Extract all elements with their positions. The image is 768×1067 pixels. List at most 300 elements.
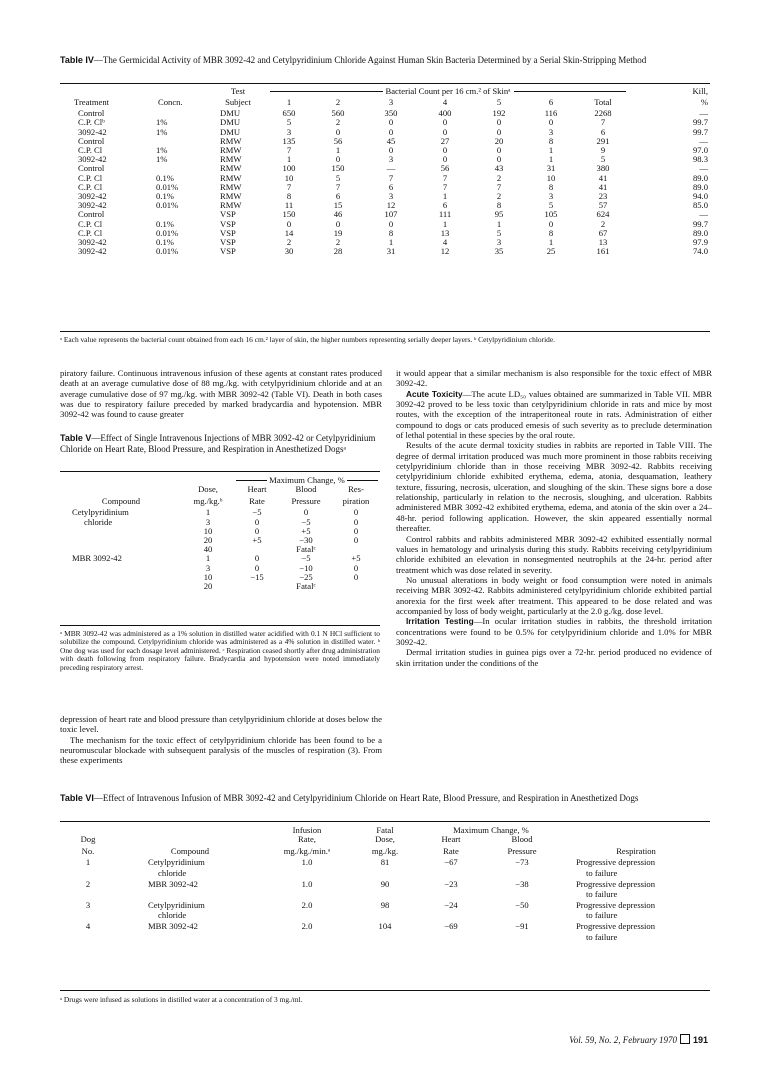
table5-cell: −15 [250, 571, 264, 582]
table4-cell: DMU [220, 108, 241, 119]
table6-cell: Progressive depression [576, 921, 656, 932]
table6-header-dose-unit: mg./kg. [371, 845, 399, 856]
table6-cell: 81 [380, 857, 390, 868]
section-head-irritation: Irritation Testing [406, 616, 474, 627]
table6 [60, 826, 710, 943]
body-paragraph: No unusual alterations in body weight or food consumption were noted in animals receiving MBR 3092-42. Rabbits administered cetylpyridinium chloride exhibited partial anorexia for the first week after treatment. This appeared to be dose related and was accompanied by loss of body weight, particularly at the 2.0 g./kg. dose level. [396, 574, 712, 616]
table6-cell: −24 [444, 899, 458, 910]
table4-cell: 74.0 [692, 246, 708, 257]
table4-cell: 0.1% [156, 237, 174, 248]
table4-cell: 3 [286, 126, 292, 137]
table5-cell: +5 [301, 525, 311, 536]
table4-cell: Control [78, 135, 105, 146]
table4-cell: 56 [440, 163, 450, 174]
table4-cell: 9 [600, 145, 606, 156]
journal-citation: Vol. 59, No. 2, February 1970 [569, 1035, 677, 1045]
table6-cell: Progressive depression [576, 878, 656, 889]
table4-cell: 291 [596, 135, 610, 146]
table5-header-row3 [60, 494, 380, 508]
table6-cell [482, 931, 562, 943]
table4-cell: 1 [442, 191, 448, 202]
right-column [396, 368, 712, 668]
table4-cell: RMW [220, 172, 242, 183]
table6-cell [350, 868, 420, 880]
table4-cell: 2 [335, 117, 341, 128]
table5-cell [60, 582, 182, 591]
table5-cell: −25 [299, 571, 313, 582]
table5-cell: 40 [203, 544, 213, 555]
table5-header-row2 [60, 485, 380, 494]
table4-cell: 105 [544, 209, 558, 220]
table5-cell: 20 [203, 581, 213, 592]
table4-cell: 5 [335, 172, 341, 183]
table4-cell: 7 [496, 181, 502, 192]
table4-cell: 8 [496, 200, 502, 211]
table4-cell: 99.7 [692, 126, 708, 137]
table5-label: Table V [60, 433, 92, 443]
table4-cell: 0.01% [156, 200, 179, 211]
table5-cell: +5 [252, 535, 262, 546]
table5-header-row1 [60, 476, 380, 485]
table5-cell: 1 [205, 507, 211, 518]
table5-header-heart: Heart [247, 484, 267, 495]
table4-cell: 15 [333, 200, 343, 211]
body-paragraph: The mechanism for the toxic effect of cetylpyridinium chloride has been found to be a neuromuscular blockade with subsequent paralysis of the muscles of respiration (3). From these experiments [60, 734, 382, 766]
table5-header-rate: Rate [249, 495, 265, 506]
table6-cell: −38 [515, 878, 529, 889]
body-paragraph-acute-toxicity: Acute Toxicity—The acute LD₅₀ values obtained are summarized in Table VII. MBR 3092-42 proved to be less toxic than cetylpyridinium chloride in rats and mice by most routes, with the exception of the intraperitoneal route in rats. Administration of either compound to dogs or cats produced emesis of such severity as to preclude determination of lethal potential in these species by the oral route. [396, 388, 713, 441]
table4-cell: RMW [220, 200, 242, 211]
table4-cell: 31 [386, 246, 396, 257]
table5-cell: chloride [84, 516, 113, 527]
table5-cell: 3 [205, 562, 211, 573]
table4-cell: 2 [496, 172, 502, 183]
table4-cell: 99.7 [692, 117, 708, 128]
table6-cell [116, 931, 264, 943]
table6-row [60, 868, 710, 880]
body-paragraph-irritation: Irritation Testing—In ocular irritation studies in rabbits, the threshold irritation concentrations were found to be 0.5% for cetylpyridinium chloride and 1.0% for MBR 3092-42. [396, 616, 713, 647]
table4-cell: 624 [596, 209, 610, 220]
table5-row [60, 536, 380, 545]
table4-cell: VSP [220, 209, 236, 220]
table6-header-span: Maximum Change, % [453, 825, 529, 835]
table4-cell: 1% [156, 154, 168, 165]
table4-cell: 3092-42 [78, 200, 107, 211]
table4-cell: 0 [286, 218, 292, 229]
table4-row [60, 247, 710, 256]
table4-cell: C.P. Cl [78, 172, 103, 183]
table5-bottom-rule [60, 625, 380, 626]
table5-cell: −5 [301, 516, 311, 527]
table6-header-row2 [60, 835, 710, 844]
running-footer [569, 1034, 708, 1045]
table5-header-piration: piration [342, 495, 370, 506]
table4-cell: 25 [546, 246, 556, 257]
table4-cell: RMW [220, 191, 242, 202]
table5-cell: 10 [203, 571, 213, 582]
table6-header-no: No. [81, 845, 95, 856]
table4-cell: 43 [494, 163, 504, 174]
table4-cell: — [699, 135, 708, 146]
table4-header-subject: Subject [225, 97, 251, 108]
table4-cell: C.P. Cl [78, 218, 103, 229]
table4-cell: C.P. Cl [78, 227, 103, 238]
table4-cell: 107 [384, 209, 398, 220]
table4-cell: 0 [388, 126, 394, 137]
table5-top-rule [60, 471, 380, 472]
table4-cell: 89.0 [692, 181, 708, 192]
table5-row [60, 527, 380, 536]
table4-cell: Control [78, 163, 105, 174]
table6-cell [420, 889, 482, 901]
table4-cell: 7 [442, 172, 448, 183]
table6-header-row3 [60, 844, 710, 858]
table4-cell: 0.01% [156, 227, 179, 238]
table6-cell: 90 [380, 878, 390, 889]
table4-cell: 560 [331, 108, 345, 119]
table4-cell: 85.0 [692, 200, 708, 211]
table4-header-col5: 5 [496, 97, 502, 108]
table6-cell: MBR 3092-42 [148, 878, 198, 889]
table6-cell: −50 [515, 899, 529, 910]
table4-cell: 2 [496, 191, 502, 202]
table6-header-fatal: Fatal [376, 825, 394, 835]
table4-cell: 6 [442, 200, 448, 211]
table4-cell: 192 [492, 108, 506, 119]
table4-cell: 0 [496, 154, 502, 165]
body-paragraph: Results of the acute dermal toxicity studies in rabbits are reported in Table VIII. The degree of dermal irritation produced was much more prominent in those rabbits receiving cetylpyridinium chloride than in those receiving MBR 3092-42. Rabbits receiving cetylpyridinium chloride exhibited erythema, edema, atonia, desquamation, leathery texture, fissuring, necrosis, ulceration, and sloughing of the skin. These signs bore a dose relationship, particularly in relation to the necrosis, sloughing, and ulceration. Rabbits administered MBR 3092-42 exhibited erythema, edema, and atonia of the skin over a 24–48-hr. period following application. However, the skin appeared essentially normal thereafter. [396, 440, 712, 534]
table5-cell: 0 [303, 507, 309, 518]
table4-cell: RMW [220, 181, 242, 192]
table4-header-kill-unit: % [700, 97, 708, 108]
table6-cell: to failure [586, 889, 618, 900]
table4-label: Table IV [60, 55, 94, 65]
table4-cell: DMU [220, 126, 241, 137]
table6-cell: −91 [515, 921, 529, 932]
table4-cell: DMU [220, 117, 241, 128]
table4-cell: 13 [598, 237, 608, 248]
table4-cell: 11 [284, 200, 294, 211]
table6-header-dog: Dog [80, 834, 96, 845]
table4-cell: RMW [220, 154, 242, 165]
table4-cell: 350 [384, 108, 398, 119]
table4-cell: RMW [220, 135, 242, 146]
table5-cell: −5 [301, 553, 311, 564]
table5-cell: Fatalᶜ [296, 544, 316, 555]
table6-cell [420, 868, 482, 880]
table6-cell [420, 931, 482, 943]
table4 [60, 87, 710, 256]
table4-cell: 94.0 [692, 191, 708, 202]
table4-cell: RMW [220, 163, 242, 174]
table6-cell [60, 889, 116, 901]
table4-cell: 14 [284, 227, 294, 238]
table4-cell: 4 [442, 237, 448, 248]
table6-cell: Progressive depression [576, 899, 656, 910]
table4-cell: 8 [548, 135, 554, 146]
table5-cell: 0 [353, 525, 359, 536]
table4-cell: Control [78, 108, 105, 119]
table4-cell: 99.7 [692, 218, 708, 229]
table5-header-resp: Res- [348, 484, 364, 495]
table4-cell: 650 [282, 108, 296, 119]
table6-cell [482, 868, 562, 880]
table4-cell: 12 [386, 200, 396, 211]
table4-cell: 57 [598, 200, 608, 211]
table6-cell: 2.0 [301, 899, 313, 910]
table5-header-compound: Compound [101, 495, 141, 506]
table5-cell: 1 [205, 553, 211, 564]
table4-cell: 1 [548, 145, 554, 156]
table5-cell: Fatalᶜ [296, 581, 316, 592]
table4-header-treatment: Treatment [74, 97, 110, 108]
table4-cell: 7 [388, 172, 394, 183]
table6-cell: Cetylpyridinium [148, 857, 205, 868]
table4-caption [60, 55, 720, 66]
table5-cell: 0 [353, 516, 359, 527]
table4-header-col4: 4 [442, 97, 448, 108]
table5-cell: 0 [254, 516, 260, 527]
table4-cell: 2 [600, 218, 606, 229]
table4-cell: 1 [548, 237, 554, 248]
table4-cell: 3092-42 [78, 246, 107, 257]
table4-cell: 6 [388, 181, 394, 192]
table5-cell: 0 [353, 571, 359, 582]
table6-cell [350, 931, 420, 943]
table4-cell: — [386, 163, 396, 174]
table4-cell: 7 [442, 181, 448, 192]
table5-row [60, 564, 380, 573]
table4-footnote: ᵃ Each value represents the bacterial count obtained from each 16 cm.² layer of skin, the higher numbers representing serially deeper layers. ᵇ Cetylpyridinium chloride. [60, 335, 555, 344]
body-paragraph: Control rabbits and rabbits administered MBR 3092-42 exhibited essentially normal values in hematology and urinalysis during this study. Rabbits receiving cetylpyridinium chloride exhibited an elevation in nonsegmented neutrophils at the 24-hr. period after treatment which was dose related in severity. [396, 533, 712, 575]
table5-header-dose-unit: mg./kg.ᵇ [193, 495, 223, 506]
table5-cell: MBR 3092-42 [72, 553, 122, 564]
table4-cell: 0 [548, 117, 554, 128]
table4-header-row1 [60, 87, 710, 96]
table5-cell [234, 582, 280, 591]
table4-cell: 6 [600, 126, 606, 137]
table4-cell: 161 [596, 246, 610, 257]
table6-caption-text: —Effect of Intravenous Infusion of MBR 3092-42 and Cetylpyridinium Chloride on Heart Rate, Blood Pressure, and Respiration in Anesthetized Dogs [93, 793, 639, 803]
table6-cell: to failure [586, 931, 618, 942]
table4-cell: 0.01% [156, 246, 179, 257]
table4-bottom-rule [60, 331, 710, 332]
table4-cell: 0 [442, 154, 448, 165]
table4-cell: 67 [598, 227, 608, 238]
table4-cell: — [699, 108, 708, 119]
table4-cell: 150 [331, 163, 345, 174]
table5-cell: +5 [351, 553, 361, 564]
table5-row [60, 554, 380, 563]
table4-cell: 89.0 [692, 172, 708, 183]
table6-row [60, 901, 710, 910]
table4-body [60, 109, 710, 256]
table6-header-heart: Heart [441, 834, 461, 845]
table4-cell: 0.1% [156, 191, 174, 202]
table4-row [60, 128, 710, 137]
table4-cell: 41 [598, 181, 608, 192]
table4-cell: 3 [496, 237, 502, 248]
table6-cell: Progressive depression [576, 857, 656, 868]
table5-header-pressure: Pressure [291, 495, 321, 506]
table5-cell: Cetylpyridinium [72, 507, 129, 518]
table5-header-blood: Blood [295, 484, 317, 495]
table6-header-rate: Rate, [298, 834, 316, 845]
table5 [60, 476, 380, 591]
table6-cell: 98 [380, 899, 390, 910]
table4-cell: 7 [335, 181, 341, 192]
table6-header-compound: Compound [170, 845, 210, 856]
table6-cell: 3 [85, 899, 91, 910]
table4-cell: 0 [548, 218, 554, 229]
table6-cell: 1.0 [301, 857, 313, 868]
table4-cell: 0 [442, 117, 448, 128]
table6-cell: 2 [85, 878, 91, 889]
table4-cell: VSP [220, 237, 236, 248]
table4-cell: 0 [388, 218, 394, 229]
table4-cell: 2 [335, 237, 341, 248]
table4-cell: 46 [333, 209, 343, 220]
table4-cell: 0 [496, 117, 502, 128]
table5-header-dose: Dose, [198, 484, 218, 495]
table4-cell: 3 [548, 191, 554, 202]
table4-cell: 5 [286, 117, 292, 128]
table4-cell: 3 [388, 154, 394, 165]
table4-cell: 5 [600, 154, 606, 165]
table5-cell: 0 [254, 553, 260, 564]
table4-cell: 1% [156, 117, 168, 128]
table4-cell: 8 [388, 227, 394, 238]
table4-cell: 0 [388, 117, 394, 128]
table4-cell: 3 [548, 126, 554, 137]
left-column-bottom [60, 714, 382, 766]
table4-cell: 8 [548, 181, 554, 192]
table6-body [60, 858, 710, 943]
table5-caption [60, 433, 378, 454]
table5-cell: −10 [299, 562, 313, 573]
table4-cell: VSP [220, 246, 236, 257]
table6-cell: MBR 3092-42 [148, 921, 198, 932]
table6-bottom-rule [60, 990, 710, 991]
table4-cell: 28 [333, 246, 343, 257]
table4-header-kill: Kill, [692, 86, 708, 96]
table4-header-total: Total [594, 97, 612, 108]
table6-cell [264, 931, 350, 943]
table4-cell: 95 [494, 209, 504, 220]
table5-cell: 3 [205, 516, 211, 527]
table6-header-blood: Blood [511, 834, 533, 845]
table4-cell: C.P. Cl [78, 145, 103, 156]
table4-cell: 3092-42 [78, 154, 107, 165]
table6-cell: 2.0 [301, 921, 313, 932]
left-column-top [60, 368, 382, 420]
table4-cell: — [699, 163, 708, 174]
table5-cell: −30 [299, 535, 313, 546]
table4-cell: 3092-42 [78, 191, 107, 202]
table6-cell: 1.0 [301, 878, 313, 889]
table4-cell: 1 [442, 218, 448, 229]
table5-body [60, 508, 380, 591]
table4-cell: 0 [335, 126, 341, 137]
table4-cell: 45 [386, 135, 396, 146]
table6-cell [116, 889, 264, 901]
table6-row [60, 880, 710, 889]
table4-cell: 30 [284, 246, 294, 257]
table4-top-rule [60, 83, 710, 84]
table4-cell: 150 [282, 209, 296, 220]
table4-cell: 3092-42 [78, 126, 107, 137]
table4-cell: 1 [548, 154, 554, 165]
table6-header-infusion: Infusion [292, 825, 322, 835]
table4-cell: 0 [496, 126, 502, 137]
table6-cell: to failure [586, 868, 618, 878]
table6-cell: 104 [378, 921, 392, 932]
table5-cell [60, 536, 182, 545]
table6-cell [60, 868, 116, 880]
table4-cell: 13 [440, 227, 450, 238]
table4-header-col6: 6 [548, 97, 554, 108]
table4-cell: 0 [388, 145, 394, 156]
table6-cell [350, 889, 420, 901]
table4-cell: 19 [333, 227, 343, 238]
table6-cell: −67 [444, 857, 458, 868]
table4-cell: C.P. Cl [78, 181, 103, 192]
table6-cell: to failure [586, 910, 618, 921]
table4-cell: 31 [546, 163, 556, 174]
table6-cell: 4 [85, 921, 91, 932]
table4-cell: 3092-42 [78, 237, 107, 248]
table4-cell: 116 [544, 108, 558, 119]
table4-cell: 89.0 [692, 227, 708, 238]
table4-header-span: Bacterial Count per 16 cm.² of Skinᵃ [266, 87, 630, 96]
table5-header-span: Maximum Change, % [234, 476, 380, 485]
square-icon [680, 1034, 690, 1044]
table4-cell: VSP [220, 218, 236, 229]
table6-cell: −73 [515, 857, 529, 868]
table4-cell: 0.1% [156, 172, 174, 183]
table4-cell: 0.1% [156, 218, 174, 229]
table5-cell [60, 573, 182, 582]
table4-cell: 1 [388, 237, 394, 248]
table4-cell: 8 [286, 191, 292, 202]
table4-cell: 135 [282, 135, 296, 146]
table6-cell [264, 868, 350, 880]
table4-cell: 2 [286, 237, 292, 248]
table4-cell: 97.9 [692, 237, 708, 248]
table4-row [60, 155, 710, 164]
table6-header-dose: Dose, [375, 834, 395, 845]
table4-cell: 400 [438, 108, 452, 119]
table5-row [60, 573, 380, 582]
table4-cell: 0 [335, 218, 341, 229]
table6-cell: −69 [444, 921, 458, 932]
table5-cell: 20 [203, 535, 213, 546]
table5-cell: −5 [252, 507, 262, 518]
table4-cell: 3 [388, 191, 394, 202]
table4-cell: 2268 [594, 108, 612, 119]
table6-caption [60, 793, 720, 804]
table5-cell [60, 564, 182, 573]
table4-cell: 111 [438, 209, 452, 220]
table6-cell: chloride [158, 910, 187, 921]
table5-row [60, 582, 380, 591]
table6-row [60, 858, 710, 867]
table4-cell: 380 [596, 163, 610, 174]
table6-header-respiration: Respiration [616, 845, 656, 856]
table6-cell: −23 [444, 878, 458, 889]
body-paragraph: it would appear that a similar mechanism is also responsible for the toxic effect of MBR 3092-42. [396, 368, 712, 389]
table4-cell: 6 [335, 191, 341, 202]
